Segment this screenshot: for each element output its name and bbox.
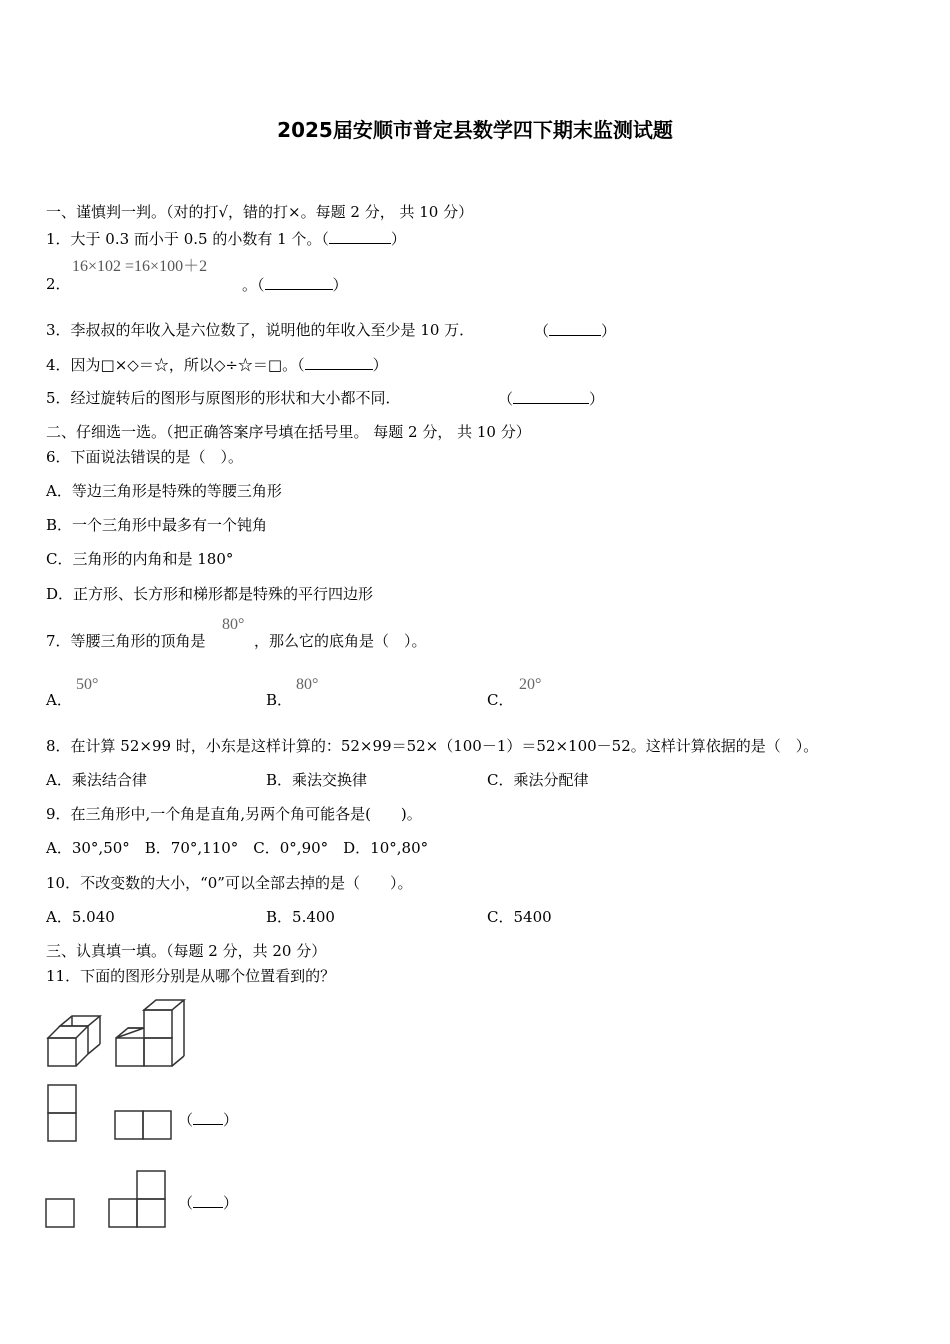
q7-pre: 7．等腰三角形的顶角是 <box>46 632 206 650</box>
question-3 <box>46 321 474 339</box>
q8-option-c[interactable]: C．乘法分配律 <box>487 771 589 789</box>
q6-option-c[interactable]: C．三角形的内角和是 180° <box>46 550 234 568</box>
q4-text: 4．因为□×◇＝☆，所以◇÷☆＝□。（ <box>46 356 305 374</box>
q5-answer: （ ） <box>498 390 605 408</box>
section2-heading: 二、仔细选一选。（把正确答案序号填在括号里。 每题 2 分， 共 10 分） <box>46 423 531 441</box>
q6-option-a[interactable]: A．等边三角形是特殊的等腰三角形 <box>46 482 282 500</box>
q6-option-d[interactable]: D．正方形、长方形和梯形都是特殊的平行四边形 <box>46 585 374 603</box>
q8-option-b[interactable]: B．乘法交换律 <box>266 771 368 789</box>
page-title: 2025届安顺市普定县数学四下期末监测试题 <box>277 118 673 142</box>
q3-answer: （ ） <box>534 322 617 340</box>
cube-figure-1 <box>44 998 106 1070</box>
q2-tail: 。（ ） <box>242 276 348 294</box>
question-11: 11．下面的图形分别是从哪个位置看到的？ <box>46 967 336 985</box>
q6-option-b[interactable]: B．一个三角形中最多有一个钝角 <box>46 516 268 534</box>
question-2 <box>46 258 446 294</box>
question-4: 4．因为□×◇＝☆，所以◇÷☆＝□。（ ） <box>46 356 388 374</box>
q4-answer-blank[interactable] <box>305 355 373 370</box>
question-1 <box>46 229 406 248</box>
view-top-1 <box>43 1196 79 1232</box>
view-top-2 <box>106 1168 170 1232</box>
q11-answer-2: （ ） <box>178 1194 239 1212</box>
section1-heading: 一、谨慎判一判。（对的打√，错的打×。每题 2 分， 共 10 分） <box>46 203 474 221</box>
q1-text: 1．大于 0.3 而小于 0.5 的小数有 1 个。（ <box>46 230 329 248</box>
q9-options[interactable]: A．30°,50° B．70°,110° C．0°,90° D．10°,80° <box>46 839 429 857</box>
q7-option-b[interactable]: B． 80° <box>266 676 319 709</box>
q7-post: ，那么它的底角是（ ）。 <box>254 632 427 650</box>
q3-text: 3．李叔叔的年收入是六位数了，说明他的年收入至少是 10 万． <box>46 321 475 339</box>
section3-heading: 三、认真填一填。（每题 2 分，共 20 分） <box>46 942 327 960</box>
q11-answer-blank-1[interactable] <box>193 1110 223 1125</box>
cube-figure-2 <box>112 998 188 1070</box>
q7-option-a[interactable]: A． 50° <box>46 676 99 709</box>
question-5 <box>46 389 401 407</box>
q2-formula: 16×102 =16×100＋2 <box>72 258 208 275</box>
question-9: 9．在三角形中,一个角是直角,另两个角可能各是( )。 <box>46 805 422 823</box>
q2-answer-blank[interactable] <box>265 275 333 290</box>
q8-option-a[interactable]: A．乘法结合律 <box>46 771 147 789</box>
view-front-1 <box>44 1082 80 1144</box>
q5-text: 5．经过旋转后的图形与原图形的形状和大小都不同． <box>46 389 401 407</box>
q1-close: ） <box>390 230 406 248</box>
question-10: 10．不改变数的大小，“0”可以全部去掉的是（ ）。 <box>46 874 413 892</box>
question-6: 6．下面说法错误的是（ ）。 <box>46 448 244 466</box>
question-7 <box>46 614 546 654</box>
q5-answer-blank[interactable] <box>513 389 589 404</box>
q1-answer-blank[interactable] <box>329 229 391 244</box>
q2-num: 2． <box>46 275 71 293</box>
q7-angle: 80° <box>222 616 245 633</box>
q10-option-c[interactable]: C．5400 <box>487 908 552 926</box>
q11-answer-blank-2[interactable] <box>193 1193 223 1208</box>
q7-option-c[interactable]: C． 20° <box>487 676 542 709</box>
q11-answer-1: （ ） <box>178 1111 239 1129</box>
q10-option-b[interactable]: B．5.400 <box>266 908 335 926</box>
q3-answer-blank[interactable] <box>549 321 601 336</box>
question-8: 8．在计算 52×99 时，小东是这样计算的：52×99＝52×（100－1）＝52×100－52。这样计算依据的是（ ）。 <box>46 737 819 755</box>
q10-option-a[interactable]: A．5.040 <box>46 908 115 926</box>
view-front-2 <box>112 1108 176 1144</box>
